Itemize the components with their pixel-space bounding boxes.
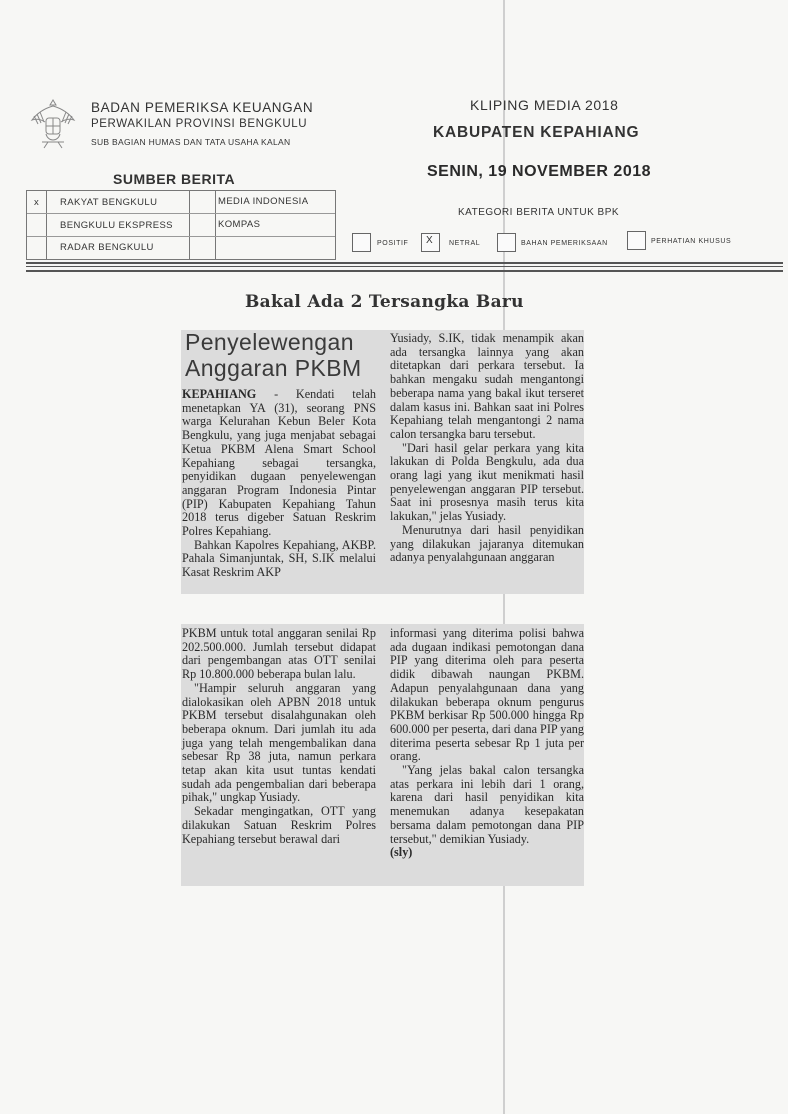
source-kompas: KOMPAS <box>218 219 261 230</box>
paragraph: Yusiady, S.IK, tidak menampik akan ada tersangka lainnya yang akan ditetapkan dari perkara tersebut. Ia bahkan mengaku sudah mengantongi beberapa nama yang bakal ikut terseret dalam kasus ini. Bahkan saat ini Polres Kepahiang telah mengantongi 2 nama calon tersangka baru tersebut. <box>390 331 584 441</box>
paragraph: informasi yang diterima polisi bahwa ada dugaan indikasi pemotongan dana PIP yang diterima oleh para peserta didik dibawah naungan PKBM. Adapun penyalahgunaan dana yang dilakukan beberapa oknum pengurus PKBM berkisar Rp 500.000 hingga Rp 600.000 per peserta, dari dana PIP yang diterima peserta sebesar Rp 1 juta per orang. <box>390 626 584 764</box>
article-column <box>390 627 584 860</box>
paragraph: Menurutnya dari hasil penyidikan yang dilakukan jajaranya ditemukan adanya penyalahgunaan anggaran <box>390 522 584 565</box>
paragraph <box>182 388 376 539</box>
paragraph: "Hampir seluruh anggaran yang dialokasikan oleh APBN 2018 untuk PKBM tersebut disalahgunakan oleh beberapa oknum. Dari jumlah itu ada juga yang telah mengembalikan dana sebesar Rp 38 juta, namun perkara tetap akan kita usut tuntas kendati sudah ada pengembalian dari beberapa pihak," ungkap Yusiady. <box>182 680 376 805</box>
article-title-line: Penyelewengan <box>185 329 354 355</box>
bahan-pemeriksaan-checkbox <box>497 233 516 252</box>
org-subdivision: SUB BAGIAN HUMAS DAN TATA USAHA KALAN <box>91 137 291 147</box>
divider-rule <box>26 266 783 267</box>
article-column <box>390 332 584 565</box>
sumber-berita-title: SUMBER BERITA <box>113 171 236 187</box>
garuda-emblem-icon <box>28 96 78 152</box>
article-column <box>182 627 376 846</box>
source-media-indonesia: MEDIA INDONESIA <box>218 196 309 207</box>
paragraph: "Yang jelas bakal calon tersangka atas perkara ini lebih dari 1 orang, karena dari hasil penyidikan kita menemukan adanya kesepakatan bersama dalam pemotongan dana PIP tersebut," demikian Yusiady. <box>390 763 584 846</box>
source-check-mark: x <box>34 197 40 208</box>
divider-rule <box>26 262 783 264</box>
positif-label: POSITIF <box>377 240 409 247</box>
perhatian-khusus-label: PERHATIAN KHUSUS <box>651 238 732 245</box>
netral-check-mark: X <box>426 235 434 246</box>
org-branch: PERWAKILAN PROVINSI BENGKULU <box>91 118 308 130</box>
date-label: SENIN, 19 NOVEMBER 2018 <box>427 163 652 180</box>
kliping-label: KLIPING MEDIA 2018 <box>470 97 619 113</box>
divider-rule <box>26 270 783 272</box>
article-title <box>185 329 362 381</box>
source-radar-bengkulu: RADAR BENGKULU <box>60 242 154 253</box>
dateline: KEPAHIANG <box>182 387 257 401</box>
source-rakyat-bengkulu: RAKYAT BENGKULU <box>60 197 158 208</box>
paragraph: PKBM untuk total anggaran senilai Rp 202.500.000. Jumlah tersebut didapat dari pengembangan atas OTT senilai Rp 10.800.000 beberapa bulan lalu. <box>182 626 376 682</box>
kabupaten-label: KABUPATEN KEPAHIANG <box>433 124 640 141</box>
bahan-pemeriksaan-label: BAHAN PEMERIKSAAN <box>521 240 608 247</box>
paragraph <box>390 846 584 860</box>
paragraph-text: - Kendati telah menetapkan YA (31), seorang PNS warga Kelurahan Kebun Beler Kota Bengkulu, yang juga menjabat sebagai Ketua PKBM Alena Smart School Kepahiang sebagai tersangka, penyidikan dugaan penyelewengan anggaran Program Indonesia Pintar (PIP) Kabupaten Kepahiang Tahun 2018 terus digeber Satuan Reskrim Polres Kepahiang. <box>182 387 376 539</box>
article-column <box>182 388 376 580</box>
positif-checkbox <box>352 233 371 252</box>
source-table <box>26 190 336 260</box>
paragraph: Sekadar mengingatkan, OTT yang dilakukan Satuan Reskrim Polres Kepahiang tersebut berawal dari <box>182 804 376 846</box>
article-kicker: Bakal Ada 2 Tersangka Baru <box>245 292 524 312</box>
article-title-line: Anggaran PKBM <box>185 355 362 381</box>
author-signature: (sly) <box>390 845 413 860</box>
paragraph: "Dari hasil gelar perkara yang kita lakukan di Polda Bengkulu, ada dua orang lagi yang ikut menikmati hasil penyelewengan anggaran PIP tersebut. Saat ini prosesnya masih terus kita lakukan," jelas Yusiady. <box>390 440 584 524</box>
paragraph: Bahkan Kapolres Kepahiang, AKBP. Pahala Simanjuntak, SH, S.IK melalui Kasat Reskrim AKP <box>182 537 376 580</box>
source-bengkulu-ekspress: BENGKULU EKSPRESS <box>60 220 173 231</box>
perhatian-khusus-checkbox <box>627 231 646 250</box>
org-name: BADAN PEMERIKSA KEUANGAN <box>91 100 314 115</box>
netral-label: NETRAL <box>449 240 481 247</box>
kategori-title: KATEGORI BERITA UNTUK BPK <box>458 207 620 218</box>
